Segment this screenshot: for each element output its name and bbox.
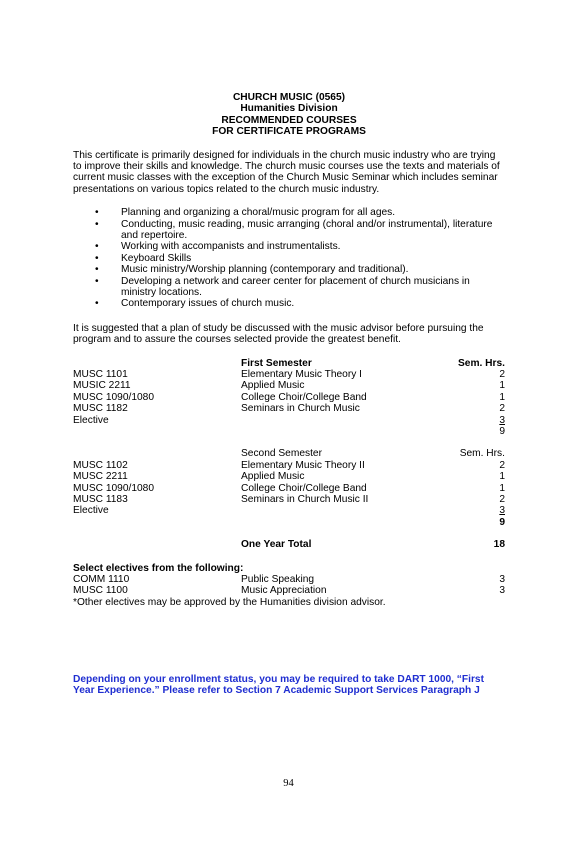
semester-heading: First Semester <box>241 357 312 369</box>
list-item: • Conducting, music reading, music arranging (choral and/or instrumental), literature and repertoire. <box>73 219 505 242</box>
course-name: Applied Music <box>241 380 305 392</box>
table-row <box>73 483 505 494</box>
document-title <box>73 92 505 138</box>
course-name: Music Appreciation <box>241 585 327 597</box>
course-name: Elementary Music Theory II <box>241 459 365 471</box>
course-name: College Choir/College Band <box>241 482 367 494</box>
course-name: College Choir/College Band <box>241 391 367 403</box>
list-item: • Planning and organizing a choral/music program for all ages. <box>73 207 505 218</box>
document-page <box>73 92 505 608</box>
course-code: MUSC 2211 <box>73 471 128 483</box>
electives-note-text: *Other electives may be approved by the Humanities division advisor. <box>73 596 386 608</box>
table-row <box>73 494 505 505</box>
course-hours: 3 <box>499 585 505 597</box>
course-hours: 1 <box>499 380 505 392</box>
course-hours: 2 <box>499 459 505 471</box>
table-row <box>73 585 505 596</box>
course-name: Seminars in Church Music <box>241 403 360 415</box>
course-code: MUSIC 2211 <box>73 380 131 392</box>
intro-paragraph: This certificate is primarily designed for individuals in the church music industry who are trying to improve their skills and knowledge. The church music courses use the texts and materials of current music classes with the exception of the Church Music Seminar which includes seminar presentations on various topics related to the church music industry. <box>73 149 500 195</box>
course-name: Public Speaking <box>241 573 315 585</box>
study-plan-paragraph: It is suggested that a plan of study be discussed with the music advisor before pursuing the program and to assure the courses selected provide the greatest benefit. <box>73 322 484 346</box>
course-code: Elective <box>73 414 109 426</box>
list-item: • Developing a network and career center for placement of church musicians in ministry locations. <box>73 276 505 299</box>
course-code: MUSC 1183 <box>73 493 128 505</box>
table-row <box>73 392 505 403</box>
table-row <box>73 415 505 426</box>
course-hours: 1 <box>499 482 505 494</box>
course-hours: 3 <box>499 505 505 517</box>
course-hours: 3 <box>499 414 505 426</box>
course-hours: 2 <box>499 493 505 505</box>
course-hours: 1 <box>499 391 505 403</box>
enrollment-note <box>73 674 513 697</box>
electives-heading <box>73 563 505 574</box>
title-line-1: CHURCH MUSIC (0565) <box>232 92 346 103</box>
list-item: • Keyboard Skills <box>73 253 505 264</box>
second-semester-table <box>73 448 505 528</box>
course-name: Applied Music <box>241 471 305 483</box>
electives-heading-text: Select electives from the following: <box>73 562 244 574</box>
course-code: MUSC 1100 <box>73 585 128 597</box>
hours-heading: Sem. Hrs. <box>458 357 505 369</box>
table-row <box>73 403 505 414</box>
table-row <box>73 574 505 585</box>
list-item: • Contemporary issues of church music. <box>73 298 505 309</box>
course-code: MUSC 1090/1080 <box>73 391 154 403</box>
enrollment-note-line-1: Depending on your enrollment status, you may be required to take DART 1000, “First <box>73 674 484 685</box>
one-year-total-value: 18 <box>493 539 505 551</box>
table-row <box>73 369 505 380</box>
semester-total-row <box>73 517 505 528</box>
list-item: • Music ministry/Worship planning (contemporary and traditional). <box>73 264 505 275</box>
title-line-4: FOR CERTIFICATE PROGRAMS <box>212 126 366 138</box>
electives-section <box>73 563 505 609</box>
semester-total-row <box>73 426 505 437</box>
table-row <box>73 471 505 482</box>
hours-heading: Sem. Hrs. <box>459 448 505 460</box>
course-hours: 2 <box>499 369 505 381</box>
one-year-total-row <box>73 539 505 550</box>
course-name: Seminars in Church Music II <box>241 493 369 505</box>
course-name: Elementary Music Theory I <box>241 369 362 381</box>
course-hours: 3 <box>499 573 505 585</box>
course-code: MUSC 1090/1080 <box>73 482 154 494</box>
title-line-2: Humanities Division <box>240 103 338 115</box>
course-code: MUSC 1102 <box>73 459 128 471</box>
semester-total: 9 <box>499 516 505 528</box>
list-item: • Working with accompanists and instrumentalists. <box>73 241 505 252</box>
table-header-row <box>73 448 505 459</box>
first-semester-table <box>73 358 505 438</box>
semester-total: 9 <box>499 426 505 437</box>
title-line-3: RECOMMENDED COURSES <box>221 114 357 126</box>
table-row <box>73 505 505 516</box>
enrollment-note-line-2: Year Experience.” Please refer to Section 7 Academic Support Services Paragraph J <box>73 685 480 697</box>
electives-note <box>73 597 505 608</box>
course-hours: 1 <box>499 471 505 483</box>
course-code: Elective <box>73 505 109 517</box>
course-code: MUSC 1182 <box>73 403 128 415</box>
objectives-list <box>73 207 505 310</box>
table-row <box>73 460 505 471</box>
page-number: 94 <box>283 778 294 789</box>
table-row <box>73 380 505 391</box>
one-year-total-label: One Year Total <box>241 539 312 551</box>
semester-heading: Second Semester <box>241 448 322 460</box>
course-code: COMM 1110 <box>73 573 130 585</box>
table-header-row <box>73 358 505 369</box>
course-code: MUSC 1101 <box>73 369 128 381</box>
course-hours: 2 <box>499 403 505 415</box>
